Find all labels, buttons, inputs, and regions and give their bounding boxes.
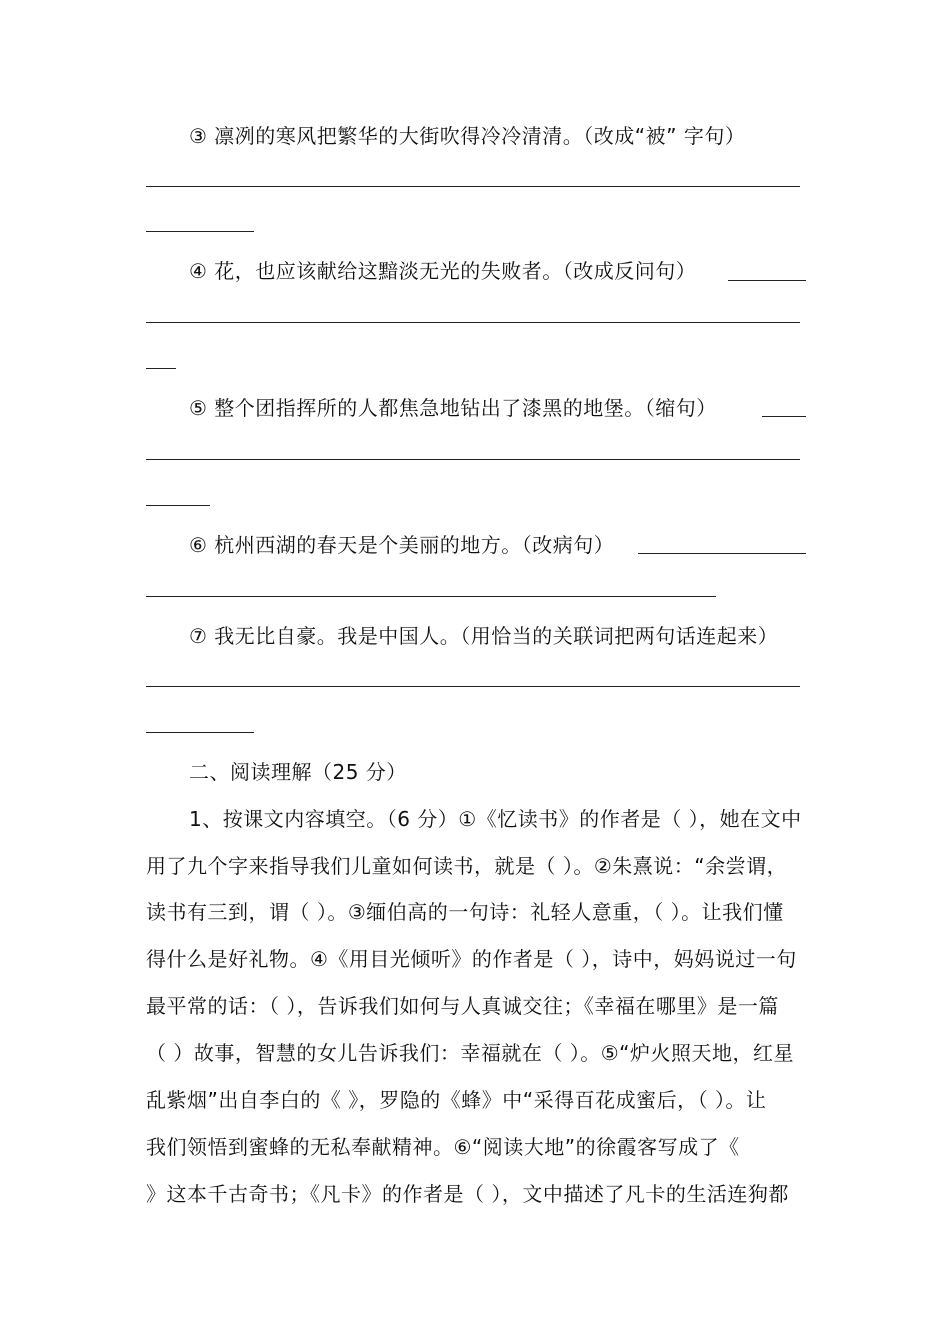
answer-line <box>762 416 806 417</box>
answer-line <box>146 322 800 323</box>
paragraph-line: 得什么是好礼物。④《用目光倾听》的作者是（ ），诗中，妈妈说过一句 <box>146 947 797 971</box>
question-7: ⑦ 我无比自豪。我是中国人。（用恰当的关联词把两句话连起来） <box>189 624 779 648</box>
question-6: ⑥ 杭州西湖的春天是个美丽的地方。（改病句） <box>189 533 615 557</box>
paragraph-line: 我们领悟到蜜蜂的无私奉献精神。⑥“阅读大地”的徐霞客写成了《 <box>146 1135 740 1159</box>
answer-line <box>146 596 716 597</box>
answer-line <box>146 186 800 187</box>
paragraph-line: 最平常的话：（ ），告诉我们如何与人真诚交往；《幸福在哪里》是一篇 <box>146 994 779 1018</box>
answer-line <box>146 686 800 687</box>
answer-line <box>146 459 800 460</box>
question-4: ④ 花，也应该献给这黯淡无光的失败者。（改成反问句） <box>189 259 697 283</box>
paragraph-line: 1、按课文内容填空。（6 分）①《忆读书》的作者是（ ），她在文中 <box>189 807 802 831</box>
answer-line <box>146 231 254 232</box>
paragraph-line: 用了九个字来指导我们儿童如何读书，就是（ ）。②朱熹说：“余尝谓， <box>146 854 788 878</box>
answer-line <box>728 280 806 281</box>
answer-line <box>638 553 806 554</box>
paragraph-line: （ ）故事，智慧的女儿告诉我们：幸福就在（ ）。⑤“炉火照天地，红星 <box>146 1041 795 1065</box>
answer-line <box>146 732 254 733</box>
paragraph-line: 》这本千古奇书；《凡卡》的作者是（ ），文中描述了凡卡的生活连狗都 <box>146 1182 789 1206</box>
question-3: ③ 凛冽的寒风把繁华的大街吹得冷冷清清。（改成“被” 字句） <box>189 124 746 148</box>
section-heading: 二、阅读理解（25 分） <box>189 760 407 784</box>
paragraph-line: 读书有三到，谓（ ）。③缅伯高的一句诗：礼轻人意重，（ ）。让我们懂 <box>146 900 784 924</box>
paragraph-line: 乱紫烟”出自李白的《 》，罗隐的《蜂》中“采得百花成蜜后，（ ）。让 <box>146 1088 767 1112</box>
answer-line <box>146 505 210 506</box>
question-5: ⑤ 整个团指挥所的人都焦急地钻出了漆黑的地堡。（缩句） <box>189 396 717 420</box>
answer-line <box>146 368 176 369</box>
